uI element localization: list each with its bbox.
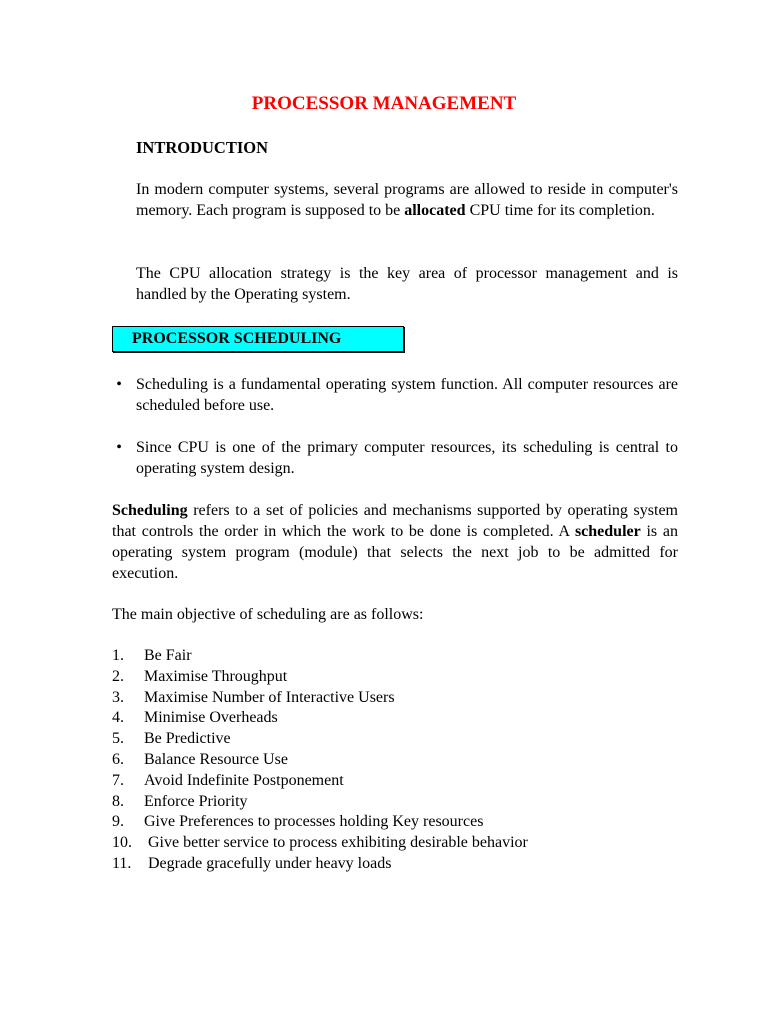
list-item-number: 11. [112, 854, 132, 872]
scheduling-text-1: refers to a set of policies and mechanisms supported by operating system that controls the order in which the work to be done is completed. A [112, 502, 678, 540]
scheduling-definition-paragraph [112, 500, 678, 584]
list-item [112, 750, 678, 771]
list-item [112, 771, 678, 792]
list-item-number: 5. [112, 730, 124, 748]
intro-text-after: CPU time for its completion. [465, 202, 655, 219]
list-item-number: 7. [112, 771, 124, 789]
list-item-text: Give better service to process exhibiting desirable behavior [148, 834, 528, 852]
list-item-text: Maximise Number of Interactive Users [144, 688, 395, 706]
list-item-text: Give Preferences to processes holding Key resources [144, 813, 484, 831]
list-item-text: Maximise Throughput [144, 667, 288, 685]
list-item [112, 708, 678, 729]
list-item [112, 854, 678, 875]
list-item [112, 833, 678, 854]
list-item-text: Be Predictive [144, 730, 231, 748]
objectives-intro: The main objective of scheduling are as follows: [112, 606, 424, 623]
list-item-text: Minimise Overheads [144, 709, 278, 727]
scheduling-text-2: is an operating system program (module) that selects the next job to be admitted for execution. [112, 523, 678, 582]
term-scheduler: scheduler [574, 523, 641, 540]
bullet-text: Scheduling is a fundamental operating system function. All computer resources are scheduled before use. [136, 376, 678, 414]
list-item-number: 8. [112, 792, 124, 810]
term-scheduling: Scheduling [112, 502, 188, 519]
list-item-text: Balance Resource Use [144, 750, 288, 768]
intro-bold-allocated: allocated [404, 202, 466, 219]
introduction-heading: INTRODUCTION [136, 138, 269, 157]
list-item [112, 792, 678, 813]
list-item [112, 729, 678, 750]
bullet-item [112, 374, 678, 416]
section-heading: PROCESSOR SCHEDULING [132, 330, 342, 347]
objectives-list [112, 646, 678, 875]
list-item-text: Be Fair [144, 647, 192, 664]
list-item-number: 2. [112, 667, 124, 685]
bullet-icon: • [116, 376, 122, 393]
list-item-text: Enforce Priority [144, 792, 248, 810]
list-item [112, 667, 678, 688]
introduction-paragraph-2: The CPU allocation strategy is the key area of processor management and is handled by the Operating system. [136, 265, 678, 303]
section-heading-box [112, 326, 404, 352]
list-item-number: 10. [112, 834, 132, 852]
intro-text-before: In modern computer systems, several programs are allowed to reside in computer's memory. Each program is supposed to be [136, 181, 678, 219]
bullet-icon: • [116, 439, 122, 456]
list-item-number: 3. [112, 688, 124, 706]
list-item [112, 646, 678, 667]
bullet-item [112, 437, 678, 479]
list-item [112, 812, 678, 833]
bullet-text: Since CPU is one of the primary computer resources, its scheduling is central to operating system design. [136, 439, 678, 477]
list-item [112, 688, 678, 709]
list-item-number: 6. [112, 750, 124, 768]
document-title: PROCESSOR MANAGEMENT [251, 93, 517, 114]
list-item-text: Degrade gracefully under heavy loads [148, 854, 392, 872]
list-item-number: 9. [112, 813, 124, 831]
introduction-paragraph-1 [136, 179, 678, 221]
list-item-number: 4. [112, 709, 124, 727]
list-item-text: Avoid Indefinite Postponement [144, 771, 344, 789]
bullet-list [112, 374, 678, 500]
list-item-number: 1. [112, 647, 124, 664]
